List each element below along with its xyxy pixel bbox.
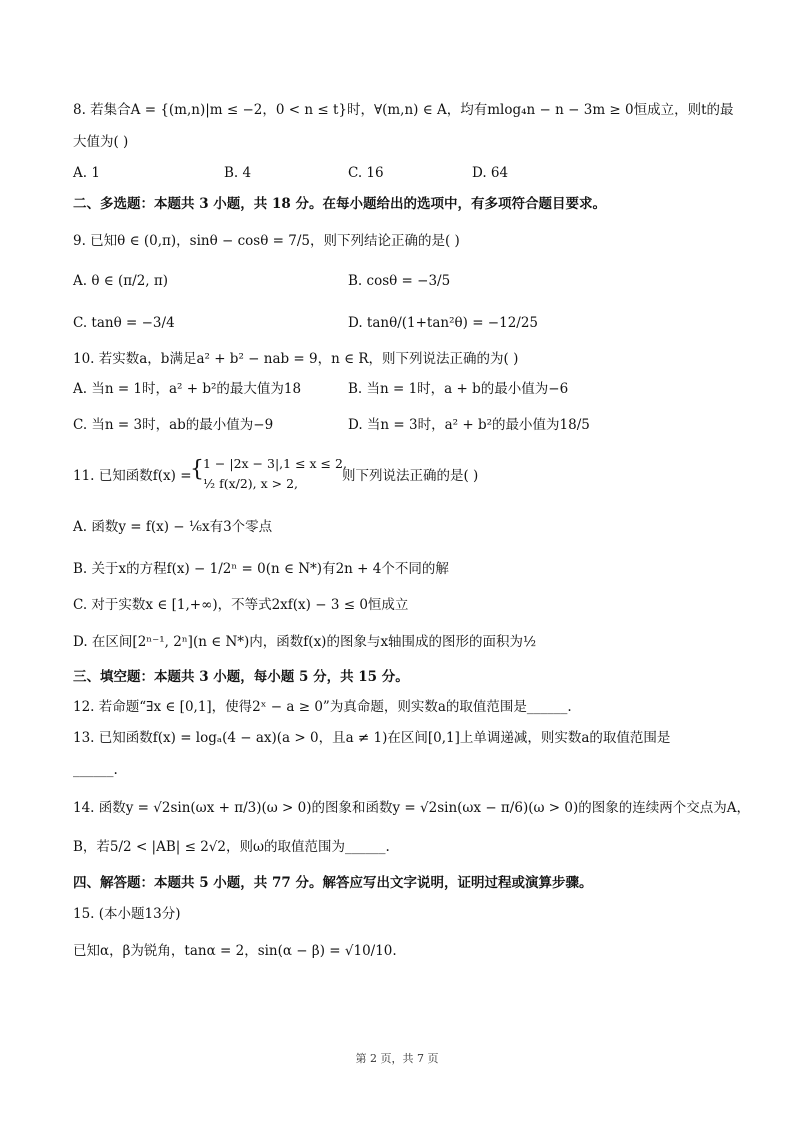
section-4-heading: 四、解答题：本题共 5 小题，共 77 分。解答应写出文字说明，证明过程或演算步骤。 [73, 875, 593, 891]
q10-option-b: B. 当n = 1时，a + b的最小值为−6 [348, 381, 569, 397]
q10-option-c: C. 当n = 3时，ab的最小值为−9 [73, 417, 274, 433]
q9-option-d: D. tanθ/(1+tan²θ) = −12/25 [348, 315, 539, 331]
q11-stem-prefix: 11. 已知函数f(x) = [73, 468, 192, 484]
q11-option-d: D. 在区间[2ⁿ⁻¹, 2ⁿ](n ∈ N*)内，函数f(x)的图象与x轴围成的图形的面积为½ [73, 634, 537, 650]
q13-line1: 13. 已知函数f(x) = logₐ(4 − ax)(a > 0，且a ≠ 1)在区间[0,1]上单调递减，则实数a的取值范围是 [73, 730, 671, 746]
section-2-heading: 二、多选题：本题共 3 小题，共 18 分。在每小题给出的选项中，有多项符合题目要求。 [73, 196, 606, 212]
q8-option-d: D. 64 [472, 165, 509, 181]
q8-option-c: C. 16 [348, 165, 384, 181]
q13-line2: ______. [73, 762, 118, 778]
q11-option-c: C. 对于实数x ∈ [1,+∞)，不等式2xf(x) − 3 ≤ 0恒成立 [73, 597, 409, 613]
q10-option-a: A. 当n = 1时，a² + b²的最大值为18 [73, 381, 302, 397]
q15-header: 15. (本小题13分) [73, 906, 181, 922]
q15-stem: 已知α，β为锐角，tanα = 2，sin(α − β) = √10/10. [73, 943, 397, 959]
q9-option-a: A. θ ∈ (π/2, π) [73, 273, 169, 289]
q11-brace: { [190, 457, 204, 482]
q11-stem-suffix: 则下列说法正确的是( ) [342, 468, 479, 484]
q11-case-1: 1 − |2x − 3|,1 ≤ x ≤ 2, [203, 456, 347, 471]
q11-case-2: ½ f(x/2), x > 2, [203, 476, 299, 491]
q8-line2: 大值为( ) [73, 134, 129, 150]
q10-option-d: D. 当n = 3时，a² + b²的最小值为18/5 [348, 417, 590, 433]
q10-stem: 10. 若实数a，b满足a² + b² − nab = 9，n ∈ R，则下列说法正确的为( ) [73, 351, 519, 367]
q8-option-a: A. 1 [73, 165, 100, 181]
section-3-heading: 三、填空题：本题共 3 小题，每小题 5 分，共 15 分。 [73, 669, 409, 685]
q8-line1: 8. 若集合A = {(m,n)|m ≤ −2，0 < n ≤ t}时，∀(m,n) ∈ A，均有mlog₄n − n − 3m ≥ 0恒成立，则t的最 [73, 102, 734, 118]
q11-option-a: A. 函数y = f(x) − ⅙x有3个零点 [73, 519, 273, 535]
q8-option-b: B. 4 [224, 165, 252, 181]
q9-stem: 9. 已知θ ∈ (0,π)，sinθ − cosθ = 7/5，则下列结论正确的是( ) [73, 233, 460, 249]
q14-line2: B，若5/2 < |AB| ≤ 2√2，则ω的取值范围为______. [73, 839, 390, 855]
q11-option-b: B. 关于x的方程f(x) − 1/2ⁿ = 0(n ∈ N*)有2n + 4个不同的解 [73, 561, 449, 577]
q9-option-c: C. tanθ = −3/4 [73, 315, 175, 331]
page-footer: 第 2 页，共 7 页 [355, 1052, 439, 1065]
q9-option-b: B. cosθ = −3/5 [348, 273, 451, 289]
q14-line1: 14. 函数y = √2sin(ωx + π/3)(ω > 0)的图象和函数y = √2sin(ωx − π/6)(ω > 0)的图象的连续两个交点为A， [73, 800, 750, 816]
q12-stem: 12. 若命题“∃x ∈ [0,1]，使得2ˣ − a ≥ 0”为真命题，则实数a的取值范围是______. [73, 699, 572, 715]
